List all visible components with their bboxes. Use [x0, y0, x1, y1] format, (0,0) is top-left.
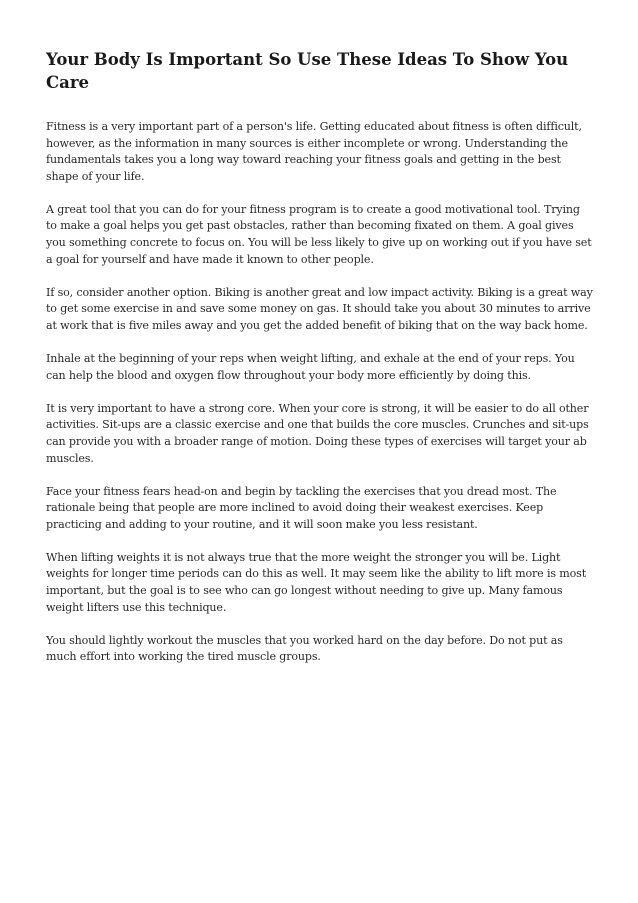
document-title: Your Body Is Important So Use These Ideas To Show You Care [46, 50, 569, 92]
paragraph-8: You should lightly workout the muscles that you worked hard on the day before. Do not put as much effort into working the tired muscle groups. [46, 633, 563, 664]
document-page [46, 48, 594, 682]
paragraph-6: Face your fitness fears head-on and begin by tackling the exercises that you dread most. The rationale being that people are more inclined to avoid doing their weakest exercises. Keep practicing and adding to your routine, and it will soon make you less resistant. [46, 484, 557, 531]
paragraph-1: Fitness is a very important part of a person's life. Getting educated about fitness is often difficult, however, as the information in many sources is either incomplete or wrong. Understanding the fundamentals takes you a long way toward reaching your fitness goals and getting in the best shape of your life. [46, 120, 582, 183]
paragraph-5: It is very important to have a strong core. When your core is strong, it will be easier to do all other activities. Sit-ups are a classic exercise and one that builds the core muscles. Crunches and sit-ups can provide you with a broader range of motion. Doing these types of exercises will target your ab muscles. [46, 401, 589, 465]
paragraph-7: When lifting weights it is not always true that the more weight the stronger you will be. Light weights for longer time periods can do this as well. It may seem like the ability to lift more is most important, but the goal is to see who can go longest without needing to give up. Many famous weight lifters use this technique. [46, 550, 587, 614]
paragraph-3: If so, consider another option. Biking is another great and low impact activity. Biking is a great way to get some exercise in and save some money on gas. It should take you about 30 minutes to arrive at work that is five miles away and you get the added benefit of biking that on the way back home. [46, 285, 593, 332]
paragraph-4: Inhale at the beginning of your reps when weight lifting, and exhale at the end of your reps. You can help the blood and oxygen flow throughout your body more efficiently by doing this. [46, 352, 575, 382]
paragraph-2: A great tool that you can do for your fitness program is to create a good motivational tool. Trying to make a goal helps you get past obstacles, rather than becoming fixated on them. A goal gives you something concrete to focus on. You will be less likely to give up on working out if you have set a goal for yourself and have made it known to other people. [46, 202, 592, 266]
